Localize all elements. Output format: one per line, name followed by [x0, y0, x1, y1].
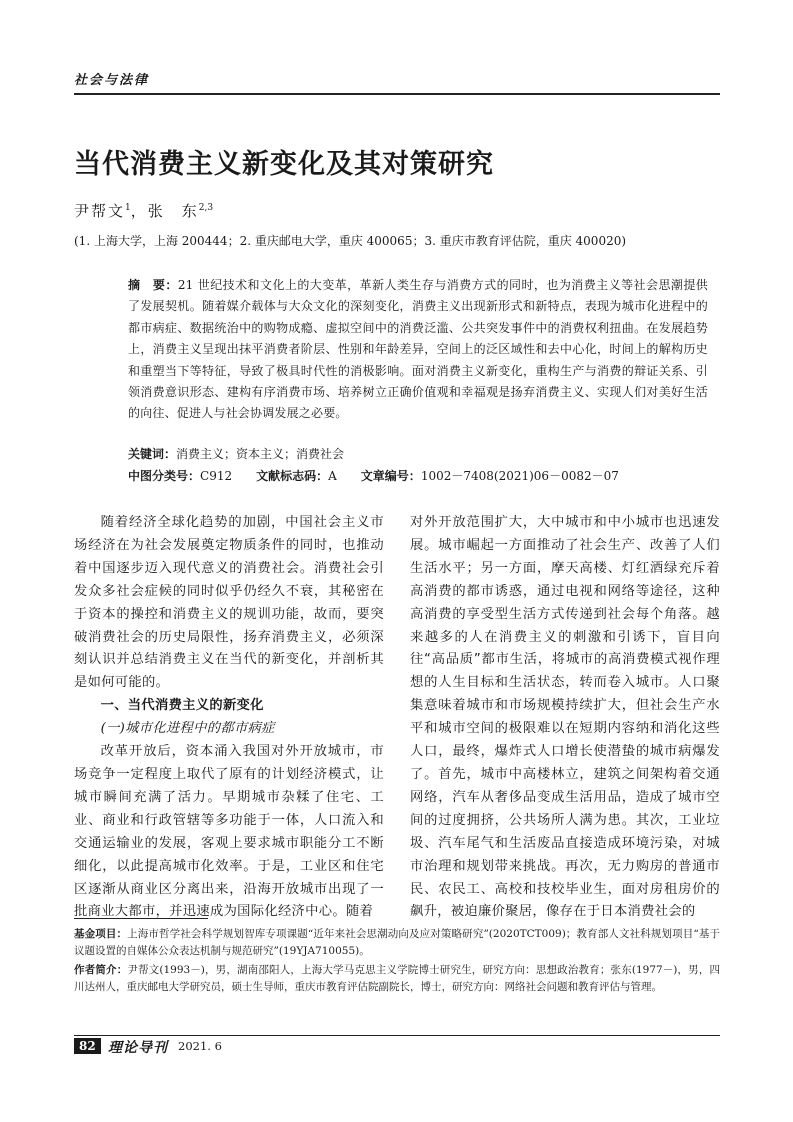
author-name: 尹帮文: [74, 202, 126, 220]
section-tag: 社会与法律: [74, 73, 150, 88]
author-bio-note: [74, 962, 720, 996]
author-line: [74, 200, 213, 221]
keywords-text: 消费主义；资本主义；消费社会: [176, 447, 345, 461]
funding-text: 上海市哲学社会科学规划智库专项课题“近年来社会思潮动向及应对策略研究”(2020TCT009)；教育部人文社科规划项目“基于议题设置的自媒体公众表达机制与规范研究”(19YJA710055)。: [74, 928, 720, 957]
header-rule: [74, 93, 720, 95]
doc-code-label: 文献标志码：: [256, 469, 329, 483]
body-column-right: [410, 512, 720, 924]
issue-number: 2021. 6: [178, 1039, 222, 1053]
author-separator: ，: [130, 202, 148, 220]
footer-rule: [74, 1035, 720, 1036]
body-paragraph: 对外开放范围扩大，大中城市和中小城市也迅速发展。城市崛起一方面推动了社会生产、改善了人们生活水平；另一方面，摩天高楼、灯红酒绿充斥着高消费的都市诱惑，通过电视和网络等途径，这种高消费的享受型生活方式传递到社会每个角落。越来越多的人在消费主义的刺激和引诱下，盲目向往“高品质”都市生活，将城市的高消费模式视作理想的人生目标和生活状态，转而卷入城市。人口聚集意味着城市和市场规模持续扩大，但社会生产水平和城市空间的极限难以在短期内容纳和消化这些人口，最终，爆炸式人口增长使潜蛰的城市病爆发了。首先，城市中高楼林立，建筑之间架构着交通网络，汽车从奢侈品变成生活用品，造成了城市空间的过度拥挤，公共场所人满为患。其次，工业垃圾、汽车尾气和生活废品直接造成环境污染，对城市治理和规划带来挑战。再次，无力购房的普通市民、农民工、高校和技校毕业生，面对房租房价的飙升，被迫廉价聚居，像存在于日本消费社会的: [410, 515, 720, 920]
page-number: 82: [74, 1038, 101, 1054]
funding-note: [74, 926, 720, 960]
keywords: [128, 445, 344, 462]
journal-name: 理论导刊: [108, 1040, 168, 1056]
footnote-rule: [74, 918, 208, 919]
article-number-label: 文章编号：: [360, 469, 421, 483]
author-bio-label: 作者简介：: [74, 964, 128, 976]
section-heading: 一、当代消费主义的新变化: [100, 698, 264, 714]
affiliations: (1. 上海大学，上海 200444；2. 重庆邮电大学，重庆 400065；3. 重庆市教育评估院，重庆 400020): [74, 234, 627, 248]
classification-line: [128, 467, 619, 484]
subsection-heading: (一)城市化进程中的都市病症: [100, 721, 275, 737]
abstract-label: 摘 要：: [128, 278, 178, 292]
abstract: [128, 275, 708, 425]
funding-label: 基金项目：: [74, 928, 128, 940]
abstract-text: 21 世纪技术和文化上的大变革，革新人类生存与消费方式的同时，也为消费主义等社会思潮提供了发展契机。随着媒介载体与大众文化的深刻变化，消费主义出现新形式和新特点，表现为城市化进程中的都市病症、数据统治中的购物成瘾、虚拟空间中的消费泛滥、公共突发事件中的消费权利扭曲。在发展趋势上，消费主义呈现出抹平消费者阶层、性别和年龄差异，空间上的泛区域性和去中心化，时间上的解构历史和重塑当下等特征，导致了极具时代性的消极影响。面对消费主义新变化，重构生产与消费的辩证关系、引领消费意识形态、建构有序消费市场、培养树立正确价值观和幸福观是扬弃消费主义、实现人们对美好生活的向往、促进人与社会协调发展之必要。: [128, 278, 708, 421]
doc-code-value: A: [328, 469, 337, 483]
author-name: 张 东: [147, 202, 199, 220]
keywords-label: 关键词：: [128, 447, 177, 461]
article-number-value: 1002－7408(2021)06－0082－07: [420, 469, 619, 483]
author-bio-text: 尹帮文(1993－)，男，湖南邵阳人，上海大学马克思主义学院博士研究生，研究方向：思想政治教育；张东(1977－)，男，四川达州人，重庆邮电大学研究员，硕士生导师，重庆市教育评估院副院长，博士，研究方向：网络社会问题和教育评估与管理。: [74, 964, 721, 993]
clc-value: C912: [200, 469, 233, 483]
clc-label: 中图分类号：: [128, 469, 201, 483]
article-title: 当代消费主义新变化及其对策研究: [74, 149, 494, 180]
author-affil-mark: 1: [125, 203, 131, 213]
body-paragraph: 改革开放后，资本涌入我国对外开放城市，市场竞争一定程度上取代了原有的计划经济模式，让城市瞬间充满了活力。早期城市杂糅了住宅、工业、商业和行政管辖等多功能于一体，人口流入和交通运输业的发展，客观上要求城市职能分工不断细化，以此提高城市化效率。于是，工业区和住宅区逐渐从商业区分离出来，沿海开放城市出现了一批商业大都市，并迅速成为国际化经济中心。随着: [74, 744, 384, 920]
author-affil-mark: 2,3: [198, 203, 214, 213]
body-column-left: [74, 512, 384, 924]
body-paragraph: 随着经济全球化趋势的加剧，中国社会主义市场经济在为社会发展奠定物质条件的同时，也推动着中国逐步迈入现代意义的消费社会。消费社会引发众多社会症候的同时似乎仍经久不衰，其秘密在于资本的操控和消费主义的规训功能，故而，要突破消费社会的历史局限性，扬弃消费主义，必须深刻认识并总结消费主义在当代的新变化，并剖析其是如何可能的。: [74, 515, 384, 691]
